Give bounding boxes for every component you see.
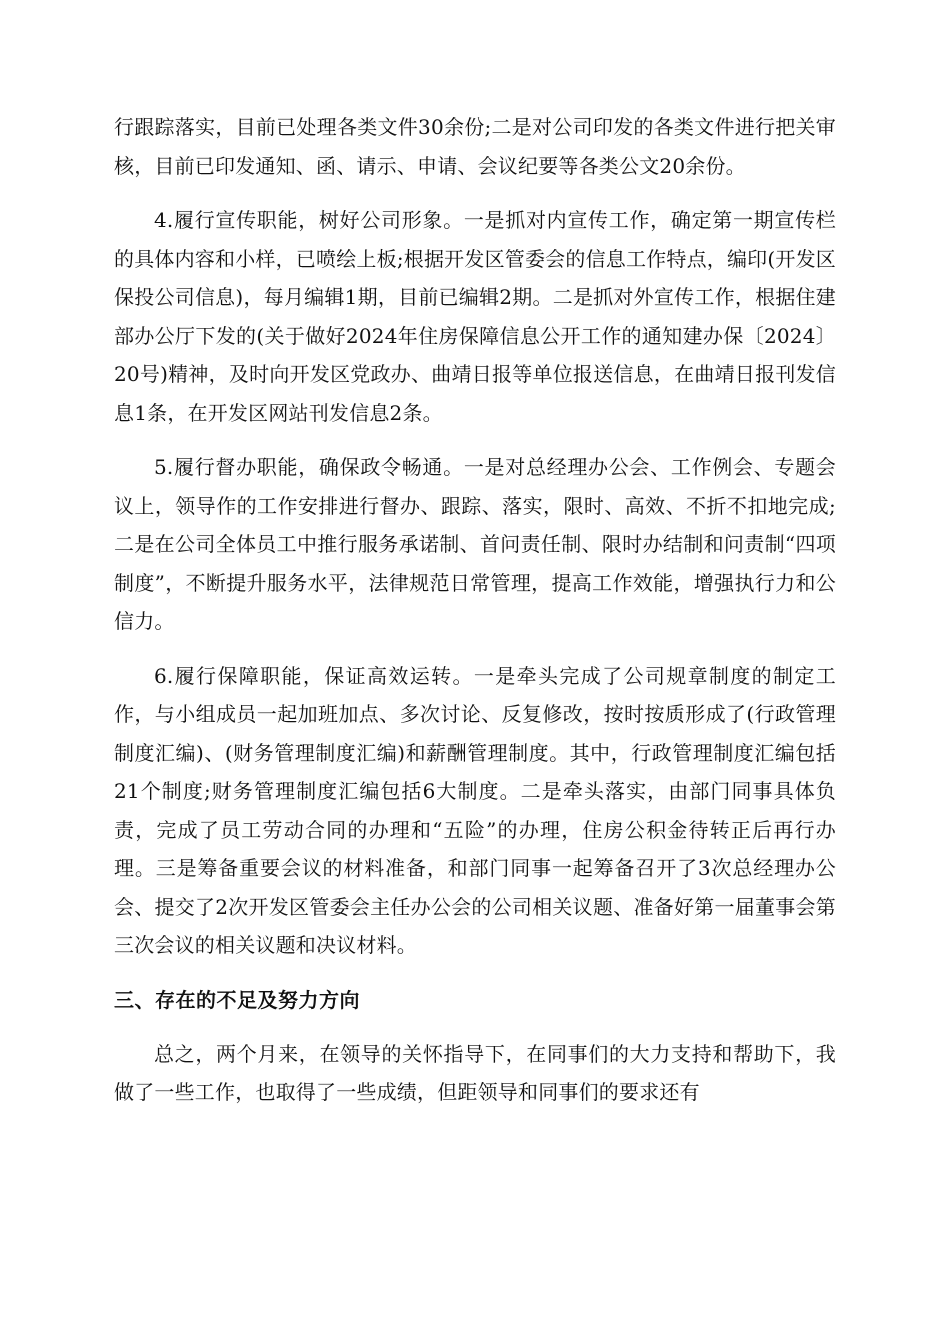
paragraph-gap [114, 641, 836, 657]
paragraph-gap [114, 185, 836, 201]
paragraph-summary: 总之，两个月来，在领导的关怀指导下，在同事们的大力支持和帮助下，我做了一些工作，也取得了一些成绩，但距领导和同事们的要求还有 [114, 1041, 836, 1104]
paragraph-supervision-function: 5.履行督办职能，确保政令畅通。一是对总经理办公会、工作例会、专题会议上，领导作的工作安排进行督办、跟踪、落实，限时、高效、不折不扣地完成;二是在公司全体员工中推行服务承诺制、首问责任制、限时办结制和问责制“四项制度”，不断提升服务水平，法律规范日常管理，提高工作效能，增强执行力和公信力。 [114, 455, 836, 633]
document-body [114, 108, 836, 1112]
paragraph-publicity-function: 4.履行宣传职能，树好公司形象。一是抓对内宣传工作，确定第一期宣传栏的具体内容和小样，已喷绘上板;根据开发区管委会的信息工作特点，编印(开发区保投公司信息)，每月编辑1期，目前已编辑2期。二是抓对外宣传工作，根据住建部办公厅下发的(关于做好2024年住房保障信息公开工作的通知建办保〔2024〕20号)精神，及时向开发区党政办、曲靖日报等单位报送信息，在曲靖日报刊发信息1条，在开发区网站刊发信息2条。 [114, 208, 836, 425]
section-heading: 三、存在的不足及努力方向 [114, 987, 360, 1012]
paragraph-support-function: 6.履行保障职能，保证高效运转。一是牵头完成了公司规章制度的制定工作，与小组成员一起加班加点、多次讨论、反复修改，按时按质形成了(行政管理制度汇编)、(财务管理制度汇编)和薪酬管理制度。其中，行政管理制度汇编包括21个制度;财务管理制度汇编包括6大制度。二是牵头落实，由部门同事具体负责，完成了员工劳动合同的办理和“五险”的办理，住房公积金待转正后再行办理。三是筹备重要会议的材料准备，和部门同事一起筹备召开了3次总经理办公会、提交了2次开发区管委会主任办公会的公司相关议题、准备好第一届董事会第三次会议的相关议题和决议材料。 [114, 663, 836, 957]
paragraph-gap [114, 1019, 836, 1035]
paragraph-gap [114, 965, 836, 981]
paragraph-gap [114, 432, 836, 448]
paragraph-continued-file-processing: 行跟踪落实，目前已处理各类文件30余份;二是对公司印发的各类文件进行把关审核，目前已印发通知、函、请示、申请、会议纪要等各类公文20余份。 [114, 115, 836, 178]
